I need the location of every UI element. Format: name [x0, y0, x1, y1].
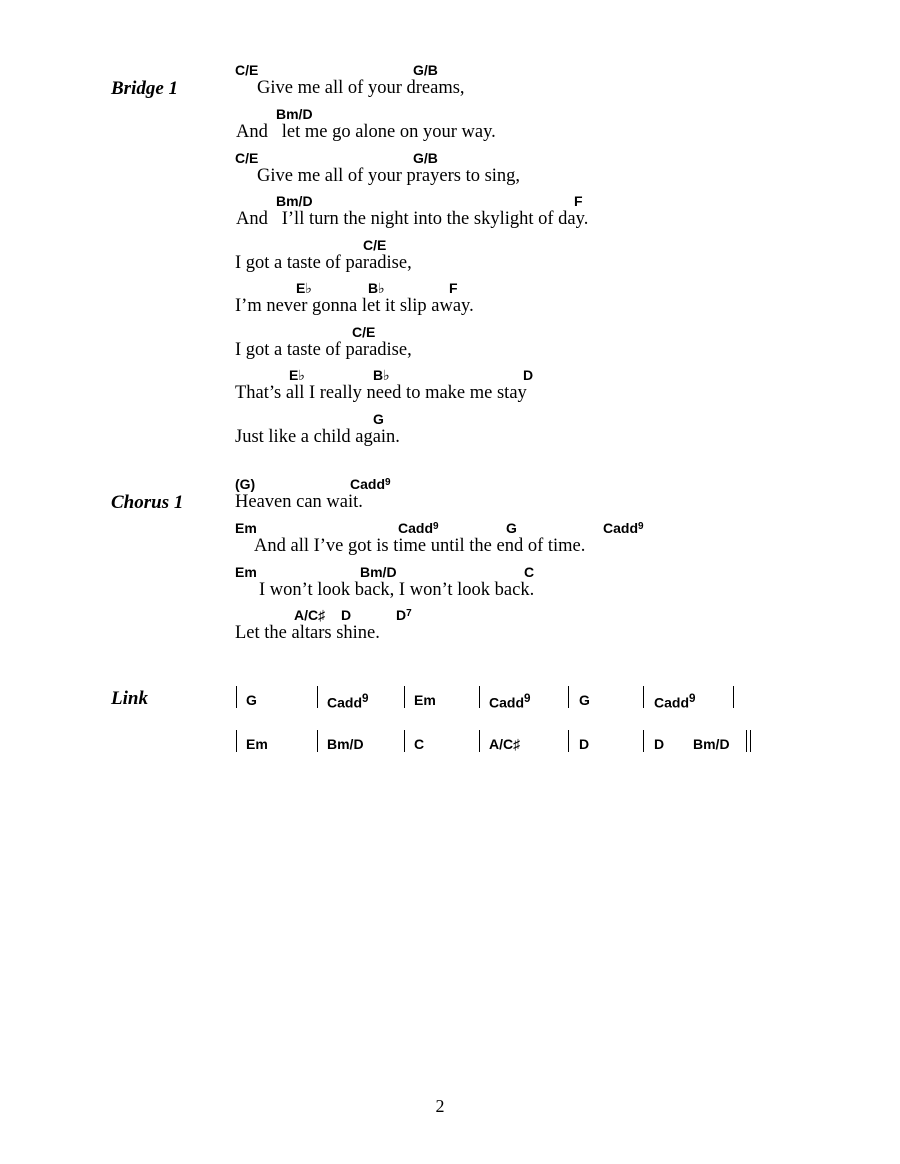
chord: Cadd$^9$ [398, 520, 439, 536]
chord: Em [235, 564, 257, 580]
chord: C/E [363, 237, 387, 253]
bar-chord: Cadd$^9$ [654, 692, 696, 711]
bar-line [317, 686, 318, 708]
chord: B♭ [368, 280, 385, 296]
bar-line [733, 686, 734, 708]
bar-line [643, 686, 644, 708]
chord: A/C♯ [294, 607, 326, 623]
page-number: 2 [435, 1096, 445, 1116]
bar-chord: A/C♯ [489, 736, 521, 752]
section-label-chorus: Chorus 1 [111, 492, 184, 513]
chord: F [574, 193, 583, 209]
bar-chord: Cadd$^9$ [327, 692, 369, 711]
lyric-line: And I’ll turn the night into the skylight of day. [236, 209, 589, 229]
bar-chord: C [414, 736, 425, 752]
bar-line [236, 686, 237, 708]
lyric-line: I got a taste of paradise, [235, 340, 412, 360]
bar-line [479, 730, 480, 752]
bar-chord: D [654, 736, 665, 752]
bar-line [568, 730, 569, 752]
section-label-link: Link [111, 688, 148, 709]
lyric-line: Just like a child again. [235, 427, 400, 447]
chord: C/E [235, 150, 259, 166]
bar-line [404, 730, 405, 752]
chord: D [341, 607, 352, 623]
chord: G/B [413, 150, 438, 166]
chord: E♭ [289, 367, 305, 383]
chord: C [524, 564, 535, 580]
bar-chord: Bm/D [327, 736, 364, 752]
chord: B♭ [373, 367, 390, 383]
chord: (G) [235, 476, 256, 492]
section-label-bridge: Bridge 1 [111, 78, 179, 99]
bar-line [568, 686, 569, 708]
lyric-line: I won’t look back, I won’t look back. [259, 580, 535, 600]
lyric-line: Heaven can wait. [235, 492, 363, 512]
lyric-line: That’s all I really need to make me stay [235, 383, 527, 403]
lyric-line: Give me all of your dreams, [257, 78, 465, 98]
lyric-line: I’m never gonna let it slip away. [235, 296, 474, 316]
bar-line [479, 686, 480, 708]
bar-chord: Em [246, 736, 268, 752]
chord: Cadd$^9$ [350, 476, 391, 492]
bar-line [404, 686, 405, 708]
chord: Bm/D [360, 564, 397, 580]
bar-line [236, 730, 237, 752]
chord: G [373, 411, 384, 427]
bar-chord: G [579, 692, 590, 708]
final-bar-line [750, 730, 751, 752]
chord: D [523, 367, 534, 383]
lyric-line: Let the altars shine. [235, 623, 380, 643]
chord: G/B [413, 62, 438, 78]
bar-chord: G [246, 692, 257, 708]
bar-chord: Cadd$^9$ [489, 692, 531, 711]
bar-line [317, 730, 318, 752]
chord: $D^7$ [396, 607, 412, 623]
chord: C/E [235, 62, 259, 78]
lyric-line: And all I’ve got is time until the end of time. [254, 536, 586, 556]
bar-line [643, 730, 644, 752]
chord: Bm/D [276, 106, 313, 122]
chord: Em [235, 520, 257, 536]
final-bar-line [746, 730, 747, 752]
chord: Cadd$^9$ [603, 520, 644, 536]
bar-chord: Em [414, 692, 436, 708]
chord: C/E [352, 324, 376, 340]
chord: G [506, 520, 517, 536]
bar-chord: Bm/D [693, 736, 730, 752]
lyric-line: I got a taste of paradise, [235, 253, 412, 273]
lyric-line: And let me go alone on your way. [236, 122, 496, 142]
lyric-line: Give me all of your prayers to sing, [257, 166, 521, 186]
bar-chord: D [579, 736, 590, 752]
chord: F [449, 280, 458, 296]
chord: Bm/D [276, 193, 313, 209]
chord: E♭ [296, 280, 312, 296]
